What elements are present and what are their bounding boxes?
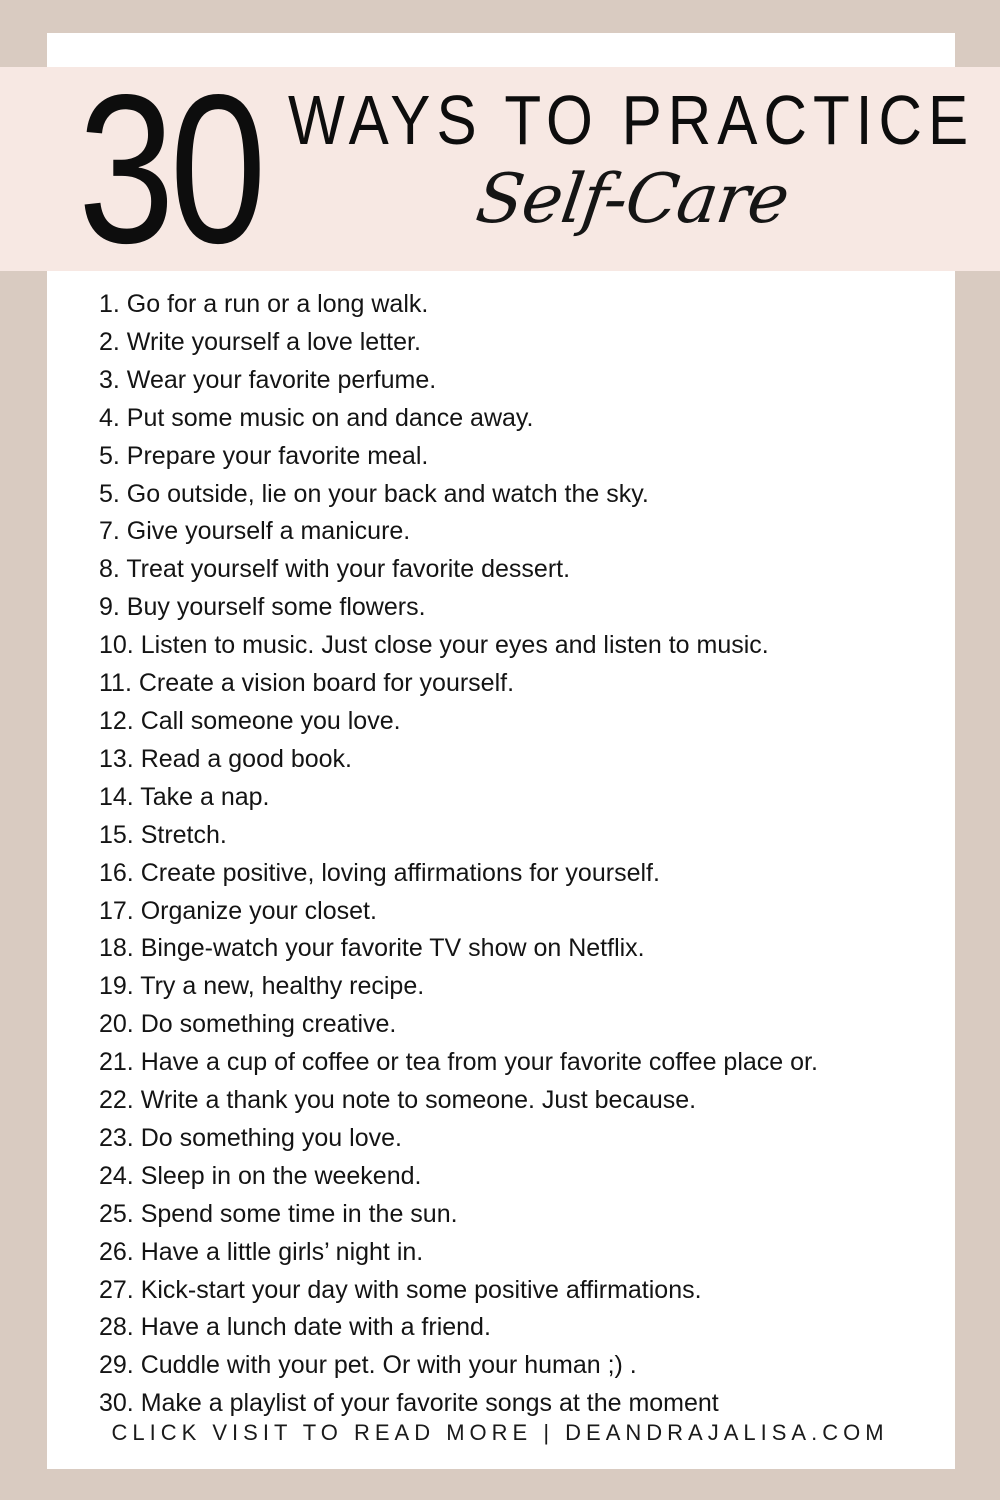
- list-item: 18. Binge-watch your favorite TV show on Netflix.: [99, 934, 645, 963]
- list-item: 10. Listen to music. Just close your eyes and listen to music.: [99, 631, 769, 660]
- list-item: 28. Have a lunch date with a friend.: [99, 1313, 491, 1342]
- list-item: 24. Sleep in on the weekend.: [99, 1161, 422, 1190]
- list-item: 15. Stretch.: [99, 820, 227, 849]
- list-item: 7. Give yourself a manicure.: [99, 517, 411, 546]
- list-item: 9. Buy yourself some flowers.: [99, 593, 426, 622]
- list-item: 12. Call someone you love.: [99, 706, 401, 735]
- list-item: 20. Do something creative.: [99, 1010, 397, 1039]
- list-item: 13. Read a good book.: [99, 744, 352, 773]
- list-item: 23. Do something you love.: [99, 1123, 402, 1152]
- list-item: 5. Prepare your favorite meal.: [99, 441, 429, 470]
- footer-cta[interactable]: CLICK VISIT TO READ MORE | DEANDRAJALISA.COM: [111, 1420, 889, 1445]
- list-item: 29. Cuddle with your pet. Or with your human ;) .: [99, 1351, 637, 1380]
- header-title: WAYS TO PRACTICE: [288, 81, 975, 159]
- header-script-title: Self-Care: [471, 160, 794, 239]
- list-item: 16. Create positive, loving affirmations for yourself.: [99, 858, 660, 887]
- list-item: 4. Put some music on and dance away.: [99, 403, 534, 432]
- list-item: 22. Write a thank you note to someone. Just because.: [99, 1086, 697, 1115]
- list-item: 26. Have a little girls’ night in.: [99, 1237, 424, 1266]
- list-item: 27. Kick-start your day with some positive affirmations.: [99, 1275, 702, 1304]
- list-item: 8. Treat yourself with your favorite dessert.: [99, 555, 571, 584]
- list-item: 5. Go outside, lie on your back and watch the sky.: [99, 479, 649, 508]
- list-item: 3. Wear your favorite perfume.: [99, 365, 437, 394]
- list-item: 30. Make a playlist of your favorite songs at the moment: [99, 1389, 719, 1418]
- list-item: 11. Create a vision board for yourself.: [99, 669, 515, 698]
- list-item: 17. Organize your closet.: [99, 896, 377, 925]
- list-item: 14. Take a nap.: [99, 782, 270, 811]
- list-item: 2. Write yourself a love letter.: [99, 327, 421, 356]
- list-item: 21. Have a cup of coffee or tea from your favorite coffee place or.: [99, 1048, 818, 1077]
- list-item: 25. Spend some time in the sun.: [99, 1199, 458, 1228]
- self-care-list: [99, 286, 818, 1423]
- header-number: 30: [78, 50, 262, 287]
- list-item: 1. Go for a run or a long walk.: [99, 290, 429, 318]
- list-item: 19. Try a new, healthy recipe.: [99, 972, 425, 1001]
